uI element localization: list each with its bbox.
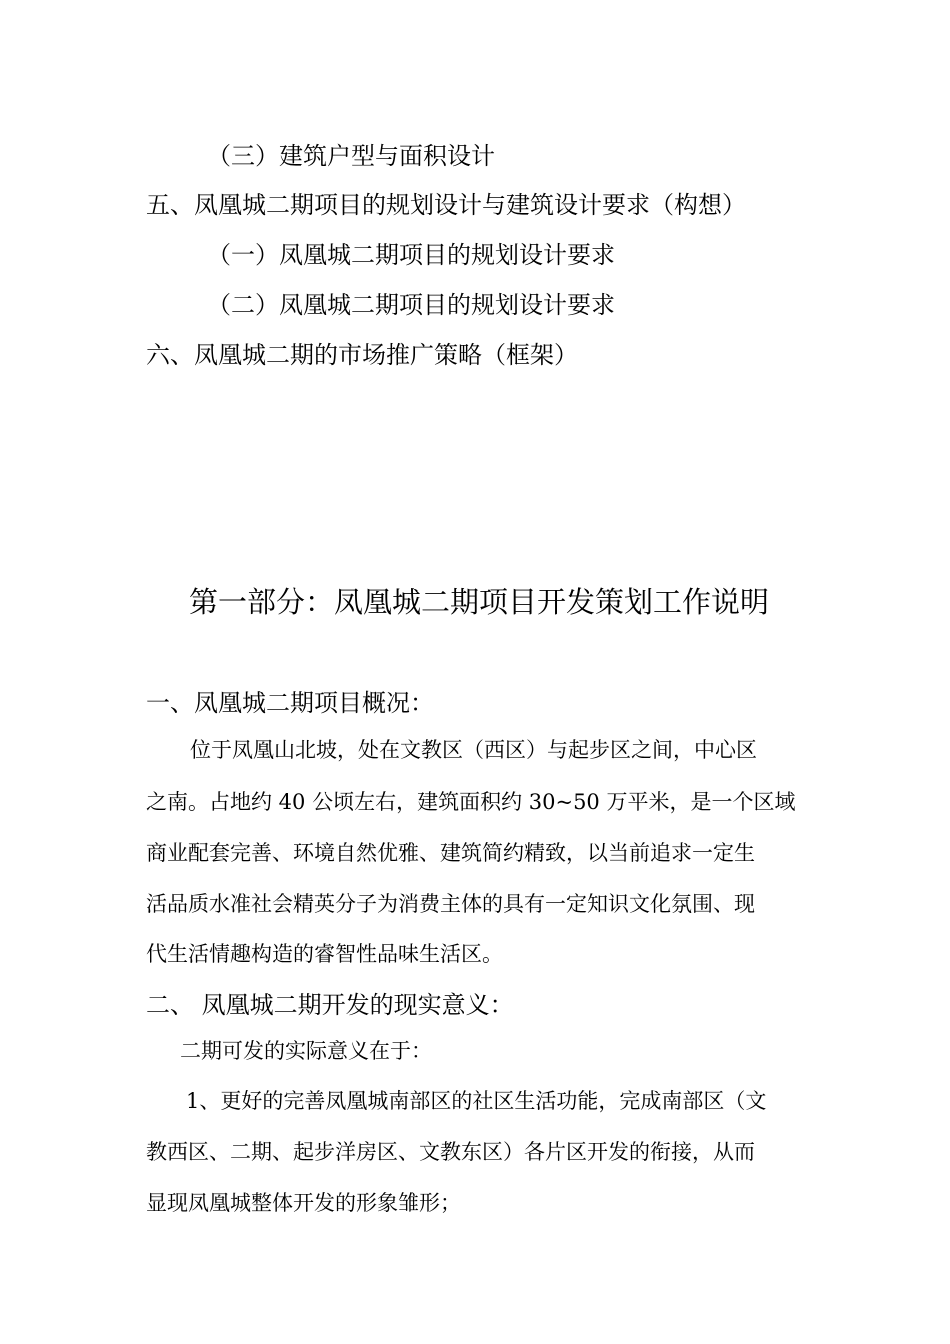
section-1-line: 之南。占地约 40 公顷左右，建筑面积约 30~50 万平米，是一个区域 — [146, 790, 796, 814]
toc-item-5-2: （二）凤凰城二期项目的规划设计要求 — [207, 291, 615, 319]
toc-item-5-1: （一）凤凰城二期项目的规划设计要求 — [207, 241, 615, 269]
section-2-point-line: 1、更好的完善凤凰城南部区的社区生活功能，完成南部区（文 — [186, 1089, 767, 1113]
section-2-point-line: 显现凤凰城整体开发的形象雏形； — [146, 1191, 461, 1215]
part-title: 第一部分：凤凰城二期项目开发策划工作说明 — [189, 585, 770, 619]
section-1-line: 商业配套完善、环境自然优雅、建筑简约精致，以当前追求一定生 — [146, 841, 755, 865]
section-2-heading: 二、 凤凰城二期开发的现实意义： — [146, 991, 514, 1019]
section-2-intro: 二期可发的实际意义在于： — [180, 1039, 432, 1063]
section-1-line: 代生活情趣构造的睿智性品味生活区。 — [146, 942, 503, 966]
toc-item-3-3: （三）建筑户型与面积设计 — [207, 142, 495, 170]
toc-item-6: 六、凤凰城二期的市场推广策略（框架） — [146, 341, 578, 369]
section-2-point-line: 教西区、二期、起步洋房区、文教东区）各片区开发的衔接，从而 — [146, 1140, 755, 1164]
section-1-line: 活品质水准社会精英分子为消费主体的具有一定知识文化氛围、现 — [146, 892, 755, 916]
section-1-line: 位于凤凰山北坡，处在文教区（西区）与起步区之间，中心区 — [190, 738, 757, 762]
section-1-heading: 一、凤凰城二期项目概况： — [146, 689, 434, 717]
toc-item-5: 五、凤凰城二期项目的规划设计与建筑设计要求（构想） — [146, 191, 746, 219]
